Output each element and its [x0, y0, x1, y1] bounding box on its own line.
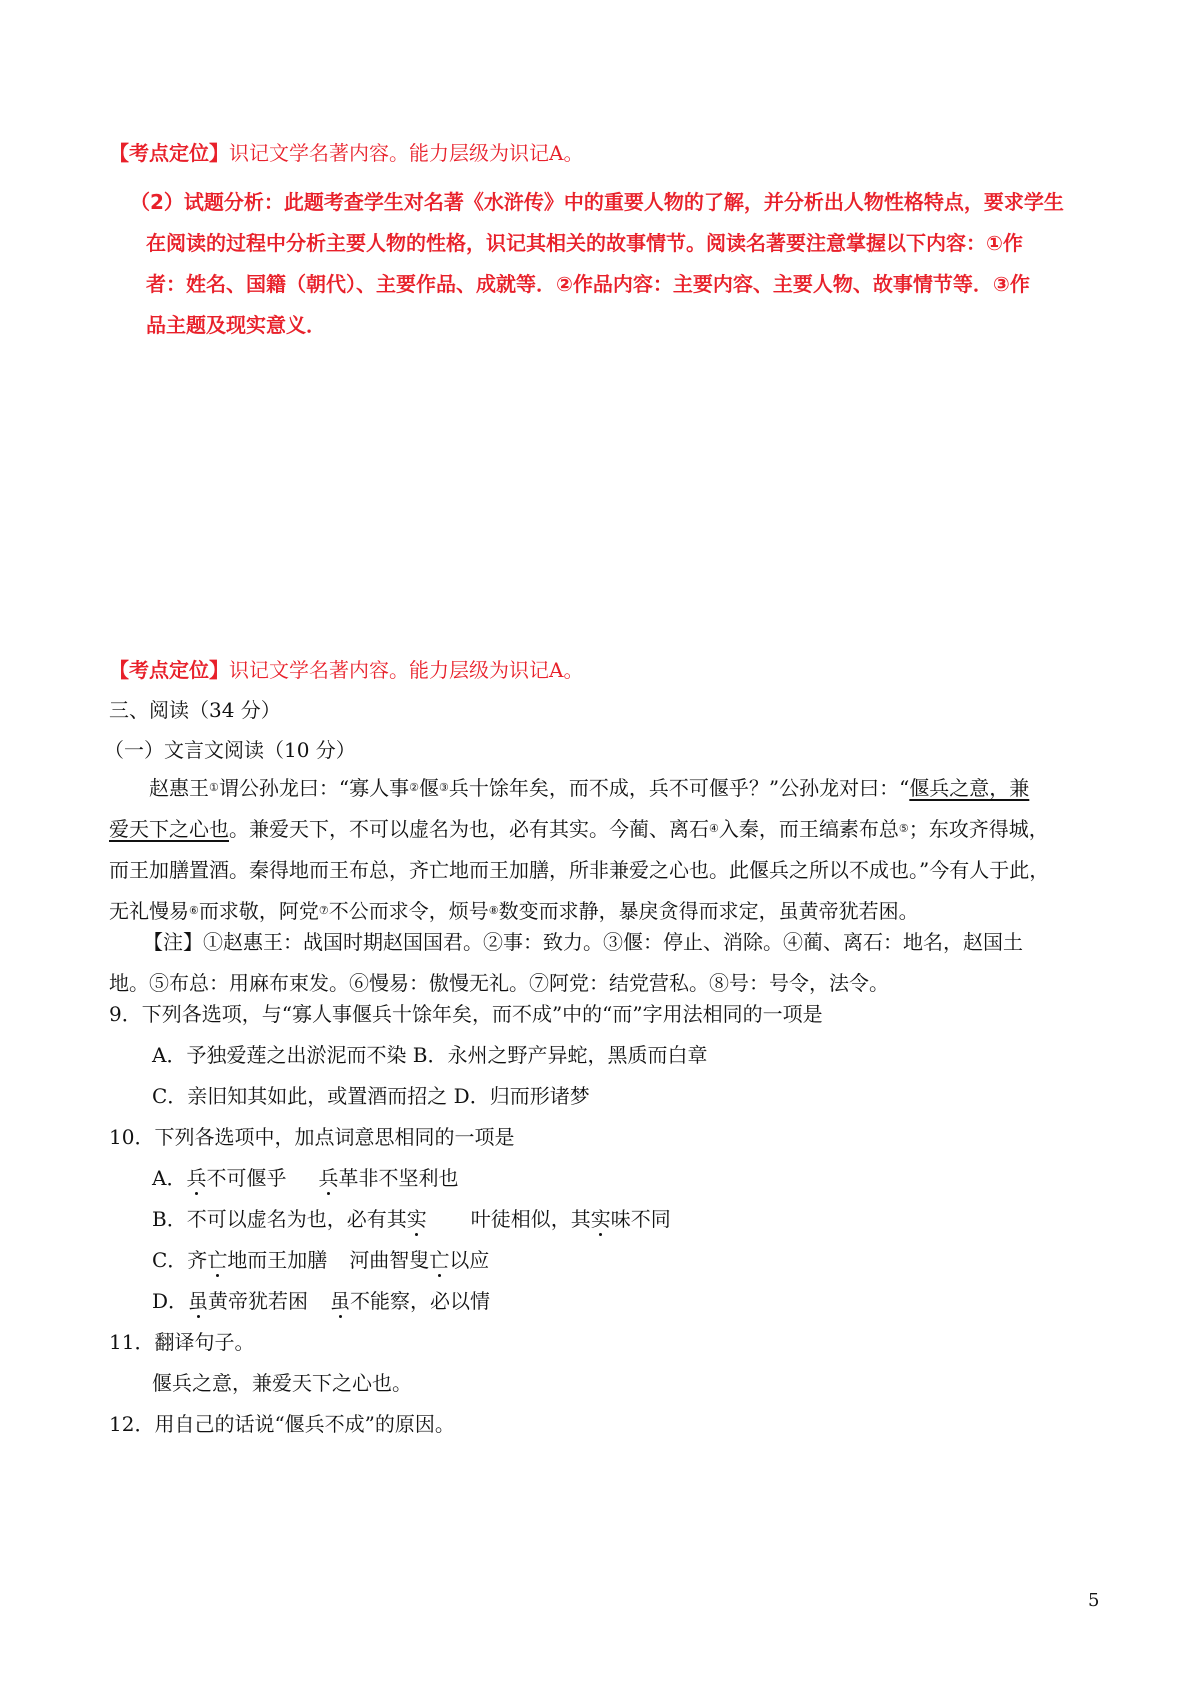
dotted-word: 实 [406, 1207, 427, 1231]
analysis-line-4: 品主题及现实意义． [146, 313, 326, 337]
passage-line-1: 赵惠王①谓公孙龙曰：“寡人事②偃③兵十馀年矣，而不成，兵不可偃乎？”公孙龙对曰：“偃兵之意，兼 [149, 776, 1030, 800]
dotted-word: 亡 [207, 1248, 228, 1272]
analysis-line-3: 者：姓名、国籍（朝代）、主要作品、成就等．②作品内容：主要内容、主要人物、故事情节等．③作 [146, 272, 1030, 296]
analysis-block [130, 182, 1070, 346]
q10-option-b: B．不可以虚名为也，必有其实 叶徒相似，其实味不同 [152, 1207, 671, 1231]
q10-option-c: C．齐亡地而王加膳 河曲智叟亡以应 [152, 1248, 490, 1272]
dotted-word: 亡 [429, 1248, 450, 1272]
q9-stem: 9．下列各选项，与“寡人事偃兵十馀年矣，而不成”中的“而”字用法相同的一项是 [109, 1002, 823, 1026]
notes-line-1: 【注】①赵惠王：战国时期赵国国君。②事：致力。③偃：停止、消除。④蔺、离石：地名，赵国土 [143, 930, 1023, 954]
dotted-word: 虽 [330, 1289, 351, 1313]
underlined-sentence-part1: 偃兵之意，兼 [909, 776, 1030, 800]
key-point-middle [109, 656, 583, 684]
underlined-sentence-part2: 爱天下之心也 [109, 817, 229, 841]
dotted-word: 虽 [188, 1289, 209, 1313]
q11-stem: 11．翻译句子。 [109, 1330, 255, 1354]
key-point-middle-label: 【考点定位】 [109, 658, 229, 682]
dotted-word: 实 [590, 1207, 611, 1231]
analysis-line-2: 在阅读的过程中分析主要人物的性格，识记其相关的故事情节。阅读名著要注意掌握以下内容：①作 [146, 231, 1023, 255]
passage-line-2: 爱天下之心也。兼爱天下，不可以虚名为也，必有其实。今蔺、离石④入秦，而王缟素布总⑤；东攻齐得城， [109, 817, 1049, 841]
dotted-word: 兵 [186, 1166, 207, 1190]
q10-stem: 10．下列各选项中，加点词意思相同的一项是 [109, 1125, 515, 1149]
key-point-top-text: 识记文学名著内容。能力层级为识记A。 [229, 141, 584, 165]
subsection-title: （一）文言文阅读（10 分） [104, 738, 356, 762]
q10-option-a: A．兵不可偃乎 兵革非不坚利也 [152, 1166, 459, 1190]
page-number: 5 [1088, 1590, 1100, 1611]
notes-block [109, 922, 1099, 1004]
key-point-top [109, 139, 583, 167]
notes-line-2: 地。⑤布总：用麻布束发。⑥慢易：傲慢无礼。⑦阿党：结党营私。⑧号：号令，法令。 [109, 971, 889, 995]
q9-options-row1: A．予独爱莲之出淤泥而不染 B．永州之野产异蛇，黑质而白章 [152, 1043, 708, 1067]
section-title: 三、阅读（34 分） [109, 698, 281, 722]
classical-passage [109, 768, 1099, 932]
key-point-top-label: 【考点定位】 [109, 141, 229, 165]
dotted-word: 兵 [318, 1166, 339, 1190]
q12-stem: 12．用自己的话说“偃兵不成”的原因。 [109, 1412, 455, 1436]
q10-option-d: D．虽黄帝犹若困 虽不能察，必以情 [152, 1289, 491, 1313]
passage-line-4: 无礼慢易⑥而求敬，阿党⑦不公而求令，烦号⑧数变而求静，暴戾贪得而求定，虽黄帝犹若困。 [109, 899, 919, 923]
key-point-middle-text: 识记文学名著内容。能力层级为识记A。 [229, 658, 584, 682]
q11-sentence: 偃兵之意，兼爱天下之心也。 [152, 1371, 412, 1395]
analysis-line-1: （2）试题分析：此题考查学生对名著《水浒传》中的重要人物的了解，并分析出人物性格特点，要求学生 [130, 190, 1064, 214]
q9-options-row2: C．亲旧知其如此，或置酒而招之 D．归而形诸梦 [152, 1084, 590, 1108]
passage-line-3: 而王加膳置酒。秦得地而王布总，齐亡地而王加膳，所非兼爱之心也。此偃兵之所以不成也。”今有人于此， [109, 858, 1050, 882]
